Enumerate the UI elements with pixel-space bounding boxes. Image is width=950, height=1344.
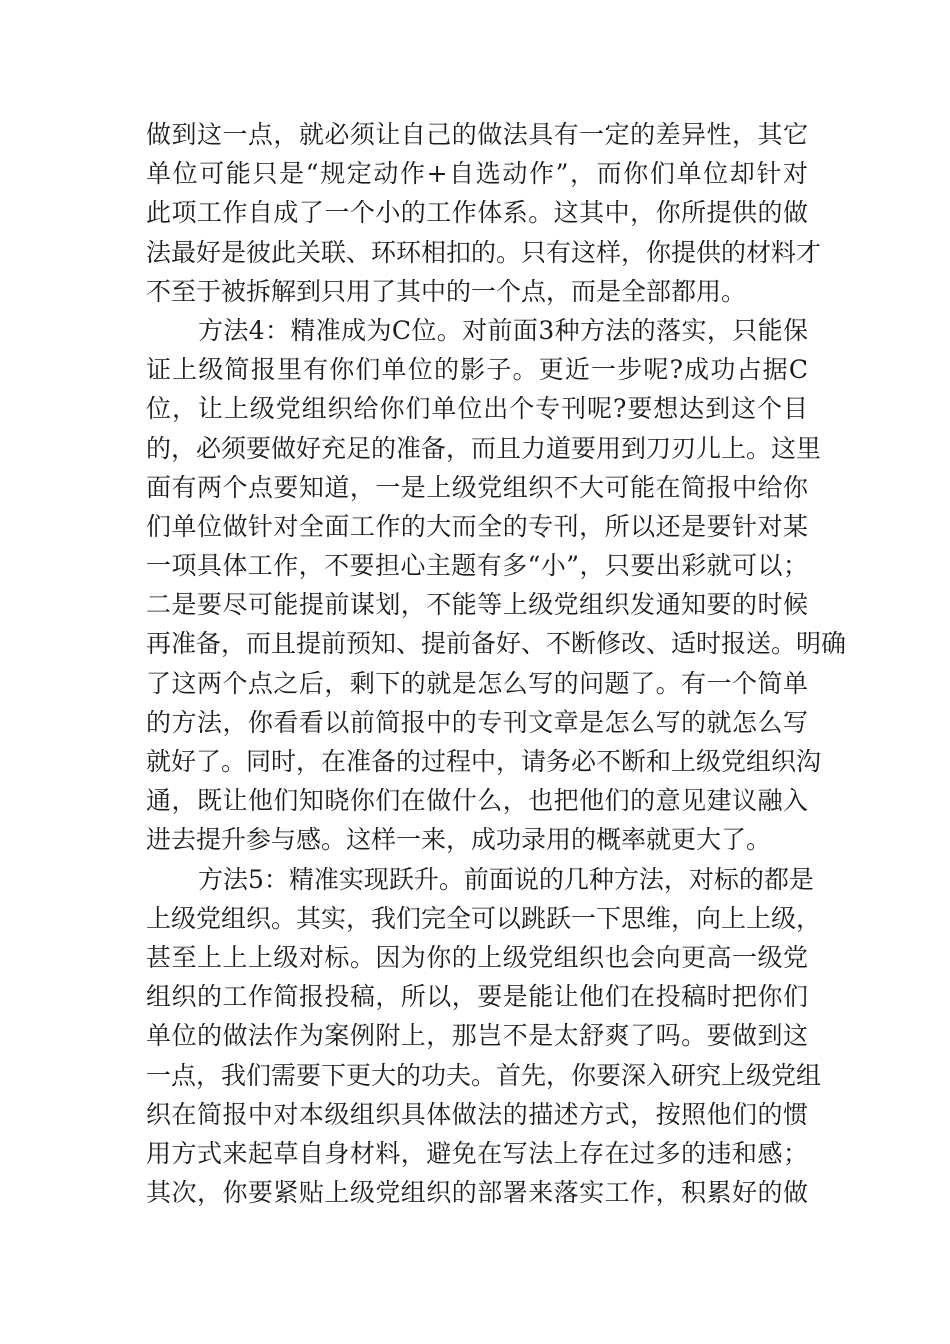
- text-line: 再准备，而且提前预知、提前备好、不断修改、适时报送。明确: [146, 629, 847, 659]
- document-body: [146, 115, 847, 1212]
- method-4-heading-line: 方法4：精准成为C位。对前面3种方法的落实，只能保: [198, 315, 808, 345]
- text-line: 法最好是彼此关联、环环相扣的。只有这样，你提供的材料才: [146, 237, 822, 267]
- text-line: 不至于被拆解到只用了其中的一个点，而是全部都用。: [146, 276, 747, 306]
- text-line: 用方式来起草自身材料，避免在写法上存在过多的违和感；: [146, 1138, 808, 1168]
- text-line: 的方法，你看看以前简报中的专刊文章是怎么写的就怎么写: [146, 707, 808, 737]
- method-5-heading-line: 方法5：精准实现跃升。前面说的几种方法，对标的都是: [198, 864, 814, 894]
- text-line: 织在简报中对本级组织具体做法的描述方式，按照他们的惯: [146, 1099, 808, 1129]
- text-line: 们单位做针对全面工作的大而全的专刊，所以还是要针对某: [146, 511, 808, 541]
- text-line: 一项具体工作，不要担心主题有多“小”，只要出彩就可以；: [146, 551, 808, 581]
- text-line: 的，必须要做好充足的准备，而且力道要用到刀刃儿上。这里: [146, 433, 822, 463]
- text-line: 通，既让他们知晓你们在做什么，也把他们的意见建议融入: [146, 786, 808, 816]
- text-line: 了这两个点之后，剩下的就是怎么写的问题了。有一个简单: [146, 668, 808, 698]
- text-line: 二是要尽可能提前谋划，不能等上级党组织发通知要的时候: [146, 590, 808, 620]
- text-line: 做到这一点，就必须让自己的做法具有一定的差异性，其它: [146, 120, 808, 149]
- text-line: 上级党组织。其实，我们完全可以跳跃一下思维，向上上级，: [146, 903, 822, 933]
- text-line: 就好了。同时，在准备的过程中，请务必不断和上级党组织沟: [146, 747, 822, 776]
- text-line: 进去提升参与感。这样一来，成功录用的概率就更大了。: [146, 825, 772, 855]
- text-line: 证上级简报里有你们单位的影子。更近一步呢?成功占据C: [146, 355, 808, 385]
- text-line: 组织的工作简报投稿，所以，要是能让他们在投稿时把你们: [146, 982, 808, 1012]
- text-line: 其次，你要紧贴上级党组织的部署来落实工作，积累好的做: [146, 1178, 808, 1208]
- text-line: 此项工作自成了一个小的工作体系。这其中，你所提供的做: [146, 198, 808, 228]
- text-line: 一点，我们需要下更大的功夫。首先，你要深入研究上级党组: [146, 1060, 822, 1090]
- text-line: 位，让上级党组织给你们单位出个专刊呢?要想达到这个目: [146, 394, 808, 424]
- text-line: 单位可能只是“规定动作+自选动作”，而你们单位却针对: [146, 159, 808, 189]
- text-line: 面有两个点要知道，一是上级党组织不大可能在简报中给你: [146, 472, 808, 502]
- text-line: 甚至上上上级对标。因为你的上级党组织也会向更高一级党: [146, 942, 808, 972]
- text-line: 单位的做法作为案例附上，那岂不是太舒爽了吗。要做到这: [146, 1021, 808, 1051]
